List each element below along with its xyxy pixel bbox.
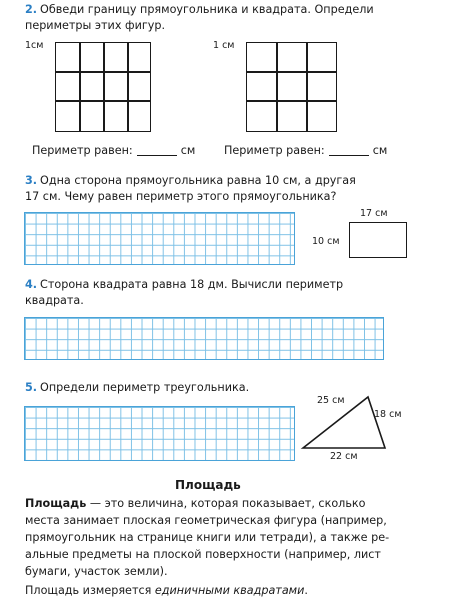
task3-line1 [25, 173, 356, 189]
task4-answer-grid[interactable] [24, 317, 384, 360]
def-text-1: — это величина, которая показывает, сколько [89, 497, 366, 510]
task2-text1: Обведи границу прямоугольника и квадрата. Определи [40, 3, 374, 16]
task3-answer-grid[interactable] [24, 212, 295, 265]
def-line-1 [25, 495, 425, 512]
area-definition [25, 495, 425, 580]
measure-suffix: . [304, 584, 308, 597]
rectangle-grid-figure[interactable] [55, 42, 151, 132]
triangle-side-b-label: 18 см [374, 409, 402, 420]
fig1-unit-label: 1см [25, 40, 44, 51]
answer-blank-2[interactable] [329, 155, 369, 156]
task4-line1 [25, 277, 343, 293]
triangle-figure [300, 392, 390, 452]
task5-number: 5. [25, 381, 38, 394]
task3-line2: 17 см. Чему равен периметр этого прямоугольника? [25, 190, 337, 203]
task2-line2: периметры этих фигур. [25, 19, 165, 32]
task2-line1 [25, 2, 374, 18]
task2-number: 2. [25, 3, 38, 16]
fig2-unit-label: 1 см [213, 40, 235, 51]
area-term: Площадь [25, 497, 87, 510]
task5-answer-grid[interactable] [24, 406, 295, 461]
area-measure-line [25, 583, 308, 599]
measure-units: единичными квадратами [154, 584, 305, 597]
measure-prefix: Площадь измеряется [25, 584, 152, 597]
task4-line2: квадрата. [25, 294, 84, 307]
def-line-2: места занимает плоская геометрическая фигура (например, [25, 514, 387, 527]
perimeter-label-2: Периметр равен: [224, 144, 325, 157]
perimeter-label-1: Периметр равен: [32, 144, 133, 157]
perimeter-unit-1: см [180, 144, 196, 157]
def-line-3: прямоугольник на странице книги или тетради), а также ре- [25, 531, 390, 544]
perimeter-unit-2: см [372, 144, 388, 157]
answer-blank-1[interactable] [137, 155, 177, 156]
rect-side-left-label: 10 см [312, 236, 340, 247]
task4-number: 4. [25, 278, 38, 291]
rect-side-top-label: 17 см [360, 208, 388, 219]
area-section-title: Площадь [175, 478, 241, 492]
task3-text1: Одна сторона прямоугольника равна 10 см, а другая [40, 174, 356, 187]
task4-text1: Сторона квадрата равна 18 дм. Вычисли периметр [40, 278, 344, 291]
triangle-side-a-label: 25 см [317, 395, 345, 406]
task3-number: 3. [25, 174, 38, 187]
task5-line1 [25, 380, 249, 396]
def-line-5: бумаги, участок земли). [25, 565, 168, 578]
perimeter-answer-2 [224, 143, 387, 159]
triangle-side-c-label: 22 см [330, 451, 358, 462]
square-grid-figure[interactable] [246, 42, 337, 132]
perimeter-answer-1 [32, 143, 195, 159]
rectangle-figure [349, 222, 407, 258]
task5-text1: Определи периметр треугольника. [40, 381, 250, 394]
def-line-4: альные предметы на плоской поверхности (например, лист [25, 548, 381, 561]
